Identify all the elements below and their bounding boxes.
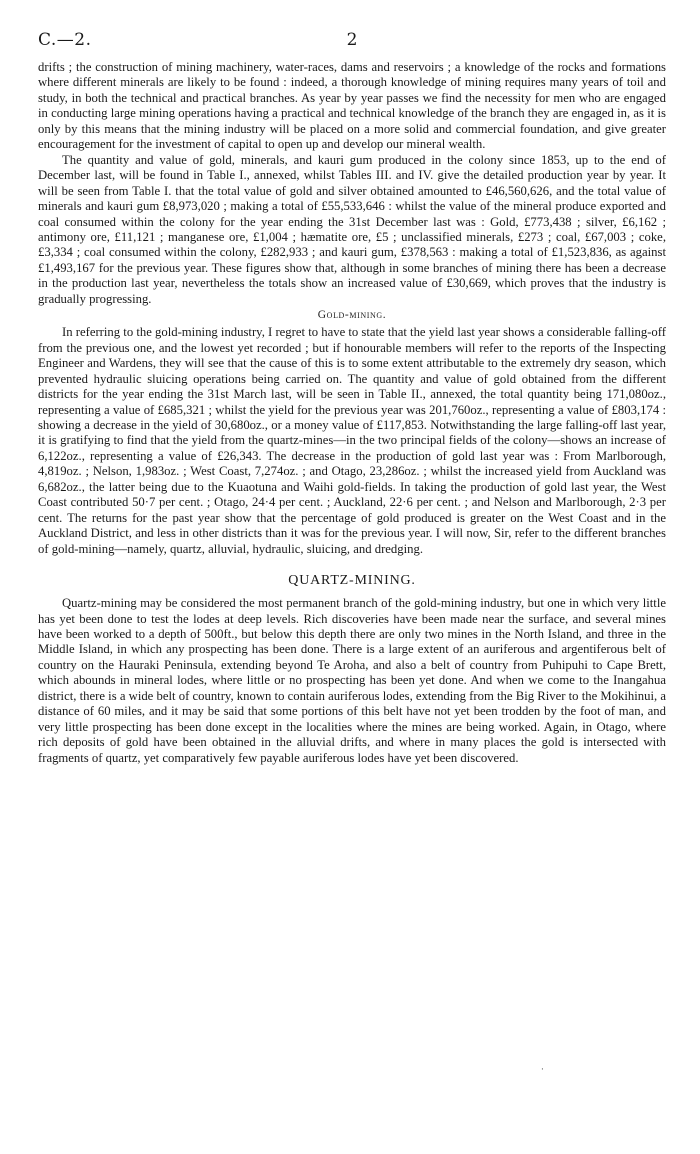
page-number: 2 (346, 30, 358, 50)
heading-gold-mining: Gold-mining. (317, 309, 387, 322)
page-header (38, 30, 666, 60)
paragraph-mining-knowledge: drifts ; the construction of mining machinery, water-races, dams and reservoirs ; a knowledge of the rocks and formations where different minerals are likely to be found : indeed, a thorough knowledge of mining requires many years of toil and study, in both the technical and practical branches. As year by year passes we find the necessity for men who are engaged in conducting large mining operations having a practical and technical knowledge of the branch they are engaged in, as it is only by this means that the mining industry will be placed on a more solid and commercial foundation, and give greater encouragement for the investment of capital to open up and develop our mineral wealth. (38, 60, 666, 152)
heading-quartz-mining: QUARTZ-MINING. (288, 573, 416, 589)
document-reference: C.—2. (38, 30, 92, 50)
page-mark: · (541, 1065, 544, 1075)
document-page (38, 30, 666, 766)
paragraph-quartz-mining: Quartz-mining may be considered the most permanent branch of the gold-mining industry, but one in which very little has yet been done to test the lodes at deep levels. Rich discoveries have been made near the surface, and several mines have been worked to a depth of 500ft., but below this depth there are only two mines in the North Island, and three in the Middle Island, in which any prospecting has been done. There is a large extent of an auriferous and argentiferous belt of country on the Hauraki Peninsula, extending beyond Te Aroha, and also a belt of country from Puhipuhi to Cape Brett, which abounds in mineral lodes, where little or no prospecting has been yet done. And when we come to the Inangahua district, there is a wide belt of country, known to contain auriferous lodes, extending from the Big River to the Mokihinui, a distance of 60 miles, and it may be said that some portions of this belt have not yet been trodden by the foot of man, and very little prospecting has been done except in the localities where the mines are being worked. Again, in Otago, where rich deposits of gold have been obtained in the alluvial drifts, and where in many places the gold is intersected with fragments of quartz, yet comparatively few payable auriferous lodes have yet been discovered. (38, 596, 666, 765)
paragraph-production-values: The quantity and value of gold, minerals, and kauri gum produced in the colony since 1853, up to the end of December last, will be found in Table I., annexed, whilst Tables III. and IV. give the detailed production year by year. It will be seen from Table I. that the total value of gold and silver obtained amounted to £46,560,626, and the total value of minerals and kauri gum £8,973,020 ; making a total of £55,533,646 : whilst the value of the mineral produce exported and coal consumed within the colony for the year ending the 31st December last was : Gold, £773,438 ; silver, £6,162 ; antimony ore, £11,121 ; manganese ore, £1,004 ; hæmatite ore, £5 ; unclassified minerals, £273 ; coal, £67,003 ; coke, £3,334 ; coal consumed within the colony, £282,933 ; and kauri gum, £378,563 : making a total of £1,523,836, as against £1,493,167 for the previous year. These figures show that, although in some branches of mining there has been a decrease in the production last year, nevertheless the totals show an increased value of £30,669, which proves that the industry is gradually progressing. (38, 152, 666, 306)
paragraph-gold-mining: In referring to the gold-mining industry, I regret to have to state that the yield last year shows a considerable falling-off from the previous one, and the lowest yet recorded ; but if honourable members will refer to the reports of the Inspecting Engineer and Wardens, they will see that the cause of this is to some extent attributable to the extremely dry season, which prevented hydraulic sluicing operations being carried on. The quantity and value of gold obtained from the different districts for the year ending the 31st March last, will be seen in Table II., annexed, the total quantity being 171,080oz., representing a value of £685,321 ; whilst the yield for the previous year was 201,760oz., representing a value of £803,174 : showing a decrease in the yield of 30,680oz., or a money value of £117,853. Notwithstanding the large falling-off last year, it is gratifying to find that the yield from the quartz-mines—in the two principal fields of the colony—shows an increase of 6,122oz., representing a value of £26,343. The decrease in the production of gold last year was : From Marlborough, 4,819oz. ; Nelson, 1,983oz. ; West Coast, 7,274oz. ; and Otago, 23,286oz. ; whilst the increased yield from Auckland was 6,682oz., the latter being due to the Kuaotuna and Waihi gold-fields. In taking the production of gold last year, the West Coast contributed 50·7 per cent. ; Otago, 24·4 per cent. ; Auckland, 22·6 per cent. ; and Nelson and Marlborough, 2·3 per cent. The returns for the past year show that the percentage of gold produced is greater on the West Coast and in the Auckland District, and less in other districts than it was for the previous year. I will now, Sir, refer to the different branches of gold-mining—namely, quartz, alluvial, hydraulic, sluicing, and dredging. (38, 325, 666, 556)
